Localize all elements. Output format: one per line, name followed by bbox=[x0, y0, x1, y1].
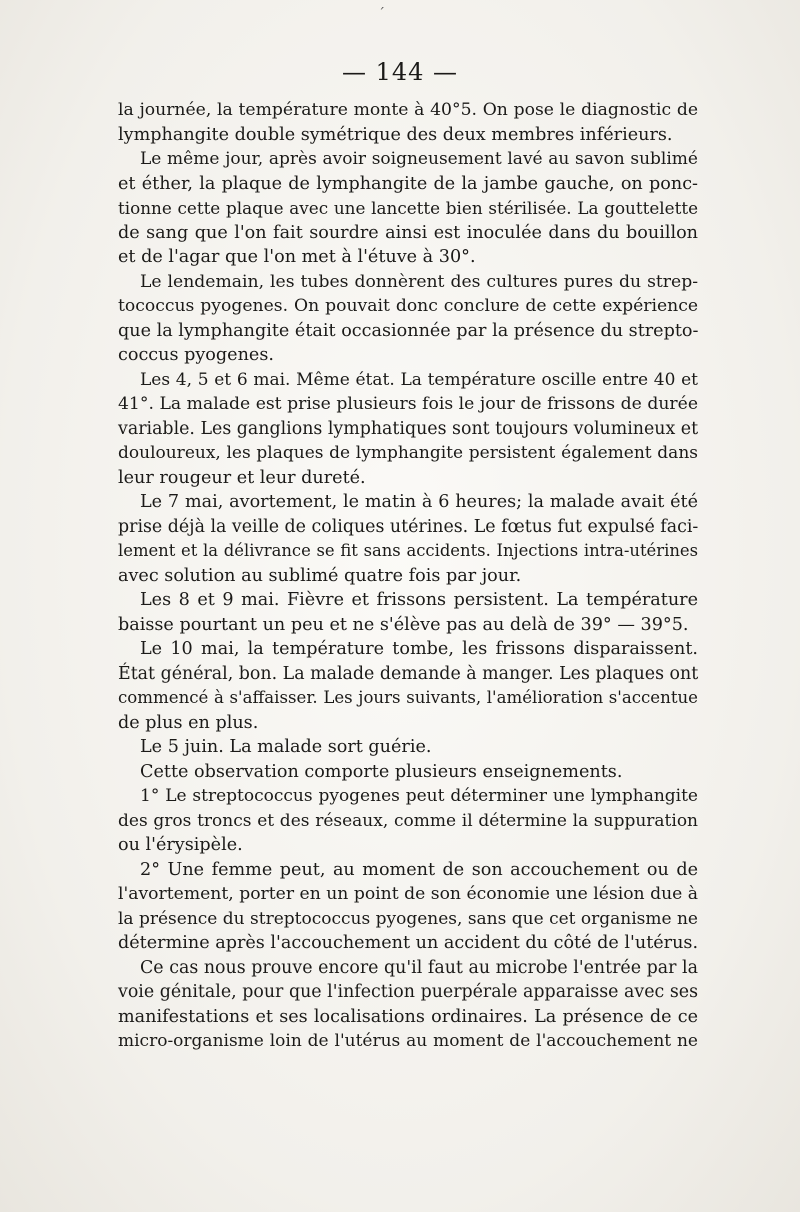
text-line: et éther, la plaque de lymphangite de la jambe gauche, on ponc- bbox=[118, 173, 698, 194]
text-line: douloureux, les plaques de lymphangite persistent également dans bbox=[118, 443, 698, 463]
text-line: 2° Une femme peut, au moment de son accouchement ou de bbox=[140, 859, 698, 880]
text-line: voie génitale, pour que l'infection puerpérale apparaisse avec ses bbox=[118, 982, 698, 1002]
text-line: l'avortement, porter en un point de son économie une lésion due à bbox=[118, 884, 699, 904]
text-line: des gros troncs et des réseaux, comme il détermine la suppuration bbox=[118, 810, 698, 831]
text-line: de plus en plus. bbox=[118, 712, 259, 733]
text-line: ou l'érysipèle. bbox=[118, 835, 243, 855]
text-line: micro-organisme loin de l'utérus au moment de l'accouchement ne bbox=[118, 1031, 698, 1051]
text-line: manifestations et ses localisations ordinaires. La présence de ce bbox=[118, 1006, 698, 1027]
page-number: — 144 — bbox=[341, 58, 459, 86]
text-line: tococcus pyogenes. On pouvait donc conclure de cette expérience bbox=[118, 296, 698, 316]
text-line: coccus pyogenes. bbox=[118, 345, 274, 365]
stray-mark: ´ bbox=[378, 6, 385, 22]
text-line: lement et la délivrance se fit sans accidents. Injections intra-utérines bbox=[118, 541, 698, 560]
text-line: Le 7 mai, avortement, le matin à 6 heures; la malade avait été bbox=[140, 492, 698, 512]
text-line: Les 4, 5 et 6 mai. Même état. La température oscille entre 40 et bbox=[140, 369, 698, 390]
text-line: Cette observation comporte plusieurs enseignements. bbox=[140, 761, 623, 782]
text-line: Le lendemain, les tubes donnèrent des cultures pures du strep- bbox=[140, 271, 698, 292]
text-line: Le 10 mai, la température tombe, les frissons disparaissent. bbox=[140, 639, 698, 659]
text-line: avec solution au sublimé quatre fois par jour. bbox=[118, 565, 522, 586]
text-line: leur rougeur et leur dureté. bbox=[118, 467, 366, 488]
text-line: État général, bon. La malade demande à manger. Les plaques ont bbox=[118, 663, 699, 684]
text-line: 41°. La malade est prise plusieurs fois le jour de frissons de durée bbox=[118, 394, 698, 414]
text-line: détermine après l'accouchement un accident du côté de l'utérus. bbox=[118, 933, 699, 953]
text-line: de sang que l'on fait sourdre ainsi est inoculée dans du bouillon bbox=[118, 222, 698, 243]
text-line: variable. Les ganglions lymphatiques sont toujours volumineux et bbox=[118, 418, 699, 439]
text-line: Les 8 et 9 mai. Fièvre et frissons persistent. La température bbox=[140, 590, 698, 610]
text-line: Le 5 juin. La malade sort guérie. bbox=[140, 737, 432, 757]
text-line: Le même jour, après avoir soigneusement lavé au savon sublimé bbox=[140, 149, 698, 169]
text-line: lymphangite double symétrique des deux membres inférieurs. bbox=[118, 124, 673, 145]
text-line: Ce cas nous prouve encore qu'il faut au microbe l'entrée par la bbox=[140, 957, 698, 978]
body-text bbox=[118, 98, 698, 1054]
text-line: la journée, la température monte à 40°5. On pose le diagnostic de bbox=[118, 100, 698, 120]
text-line: baisse pourtant un peu et ne s'élève pas au delà de 39° — 39°5. bbox=[118, 614, 689, 635]
text-line: 1° Le streptococcus pyogenes peut déterminer une lymphangite bbox=[140, 786, 698, 806]
text-line: et de l'agar que l'on met à l'étuve à 30°. bbox=[118, 247, 476, 267]
text-line: prise déjà la veille de coliques utérines. Le fœtus fut expulsé faci- bbox=[118, 516, 699, 537]
text-line: commencé à s'affaisser. Les jours suivants, l'amélioration s'accentue bbox=[118, 688, 698, 707]
text-line: tionne cette plaque avec une lancette bien stérilisée. La gouttelette bbox=[118, 198, 698, 218]
text-line: que la lymphangite était occasionnée par la présence du strepto- bbox=[118, 320, 699, 341]
text-line: la présence du streptococcus pyogenes, sans que cet organisme ne bbox=[118, 908, 698, 929]
